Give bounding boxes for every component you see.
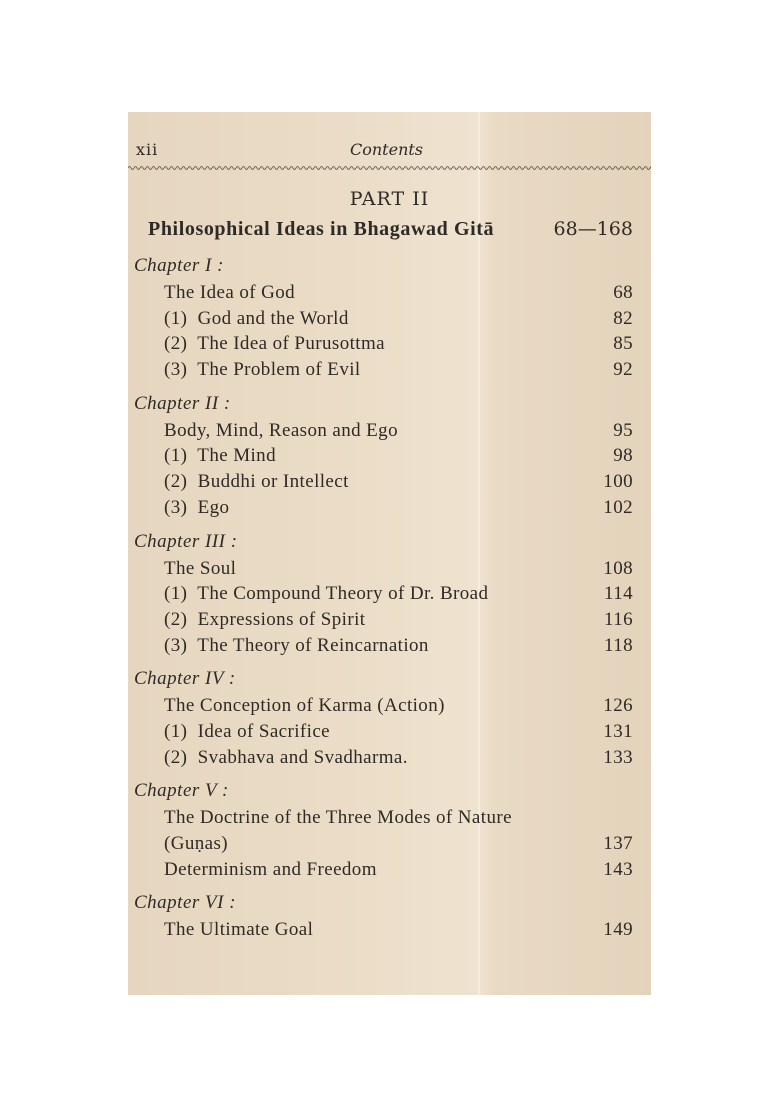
page-number: xii (136, 140, 159, 159)
entry-title: (2) Svabhava and Svadharma. (164, 746, 408, 768)
toc-entry (134, 857, 633, 883)
entry-page: 149 (603, 919, 633, 941)
table-of-contents (134, 252, 633, 943)
part-label: PART II (349, 188, 430, 210)
entry-title: (1) The Mind (164, 445, 276, 467)
chapter-heading: Chapter III : (134, 530, 238, 552)
wavy-rule (128, 164, 651, 172)
toc-entry (134, 581, 633, 607)
chapter-heading: Chapter VI : (134, 892, 237, 914)
toc-entry (134, 280, 633, 306)
entry-page: 143 (603, 858, 633, 880)
entry-page: 118 (604, 634, 633, 656)
entry-page: 137 (603, 833, 633, 854)
entry-title: (3) Ego (164, 496, 230, 518)
entry-title: The Conception of Karma (Action) (164, 695, 445, 717)
entry-page: 100 (603, 471, 633, 493)
entry-title: (3) The Problem of Evil (164, 359, 361, 381)
entry-page: 98 (613, 445, 633, 467)
chapter-heading: Chapter V : (134, 780, 229, 802)
entry-title: (1) The Compound Theory of Dr. Broad (164, 583, 489, 605)
entry-page: 102 (603, 496, 633, 518)
entry-title: (3) The Theory of Reincarnation (164, 634, 429, 656)
toc-entry (134, 693, 633, 719)
toc-entry (134, 831, 633, 857)
entry-page: 116 (604, 608, 633, 630)
toc-entry (134, 719, 633, 745)
entry-title: (2) Expressions of Spirit (164, 608, 366, 630)
entry-title: The Soul (164, 557, 237, 579)
entry-title: The Ultimate Goal (164, 919, 314, 941)
entry-title: (2) The Idea of Purusottma (164, 333, 385, 355)
toc-entry (134, 418, 633, 444)
toc-entry (134, 331, 633, 357)
toc-entry (134, 917, 633, 943)
entry-title: Body, Mind, Reason and Ego (164, 419, 398, 441)
running-header (136, 140, 637, 162)
entry-title: (1) Idea of Sacrifice (164, 720, 330, 742)
chapter-heading: Chapter I : (134, 255, 224, 276)
part-page-range: 68—168 (553, 218, 633, 240)
book-page (128, 112, 651, 995)
toc-entry (134, 469, 633, 495)
running-title: Contents (349, 140, 424, 159)
entry-title: (1) God and the World (164, 307, 349, 329)
entry-page: 114 (604, 583, 633, 605)
entry-page: 133 (603, 746, 633, 768)
toc-entry (134, 805, 633, 831)
entry-page: 68 (613, 282, 633, 303)
entry-page: 92 (613, 359, 633, 381)
entry-page: 131 (603, 720, 633, 742)
toc-entry (134, 306, 633, 332)
entry-page: 126 (603, 695, 633, 717)
entry-title: (2) Buddhi or Intellect (164, 471, 349, 493)
entry-title: The Doctrine of the Three Modes of Nature (164, 807, 512, 829)
entry-page: 108 (603, 557, 633, 579)
chapter-heading: Chapter IV : (134, 668, 236, 690)
toc-entry (134, 556, 633, 582)
toc-entry (134, 633, 633, 659)
entry-page: 95 (613, 419, 633, 441)
toc-entry (134, 443, 633, 469)
entry-page: 82 (613, 307, 633, 329)
chapter-heading: Chapter II : (134, 392, 231, 414)
part-title: Philosophical Ideas in Bhagawad Gitā (148, 218, 495, 240)
part-title-row (148, 218, 633, 241)
toc-entry (134, 357, 633, 383)
toc-entry (134, 607, 633, 633)
entry-title: (Guṇas) (164, 833, 229, 854)
entry-page: 85 (613, 333, 633, 355)
entry-title: The Idea of God (164, 282, 296, 303)
entry-title: Determinism and Freedom (164, 858, 377, 880)
toc-entry (134, 745, 633, 771)
toc-entry (134, 495, 633, 521)
